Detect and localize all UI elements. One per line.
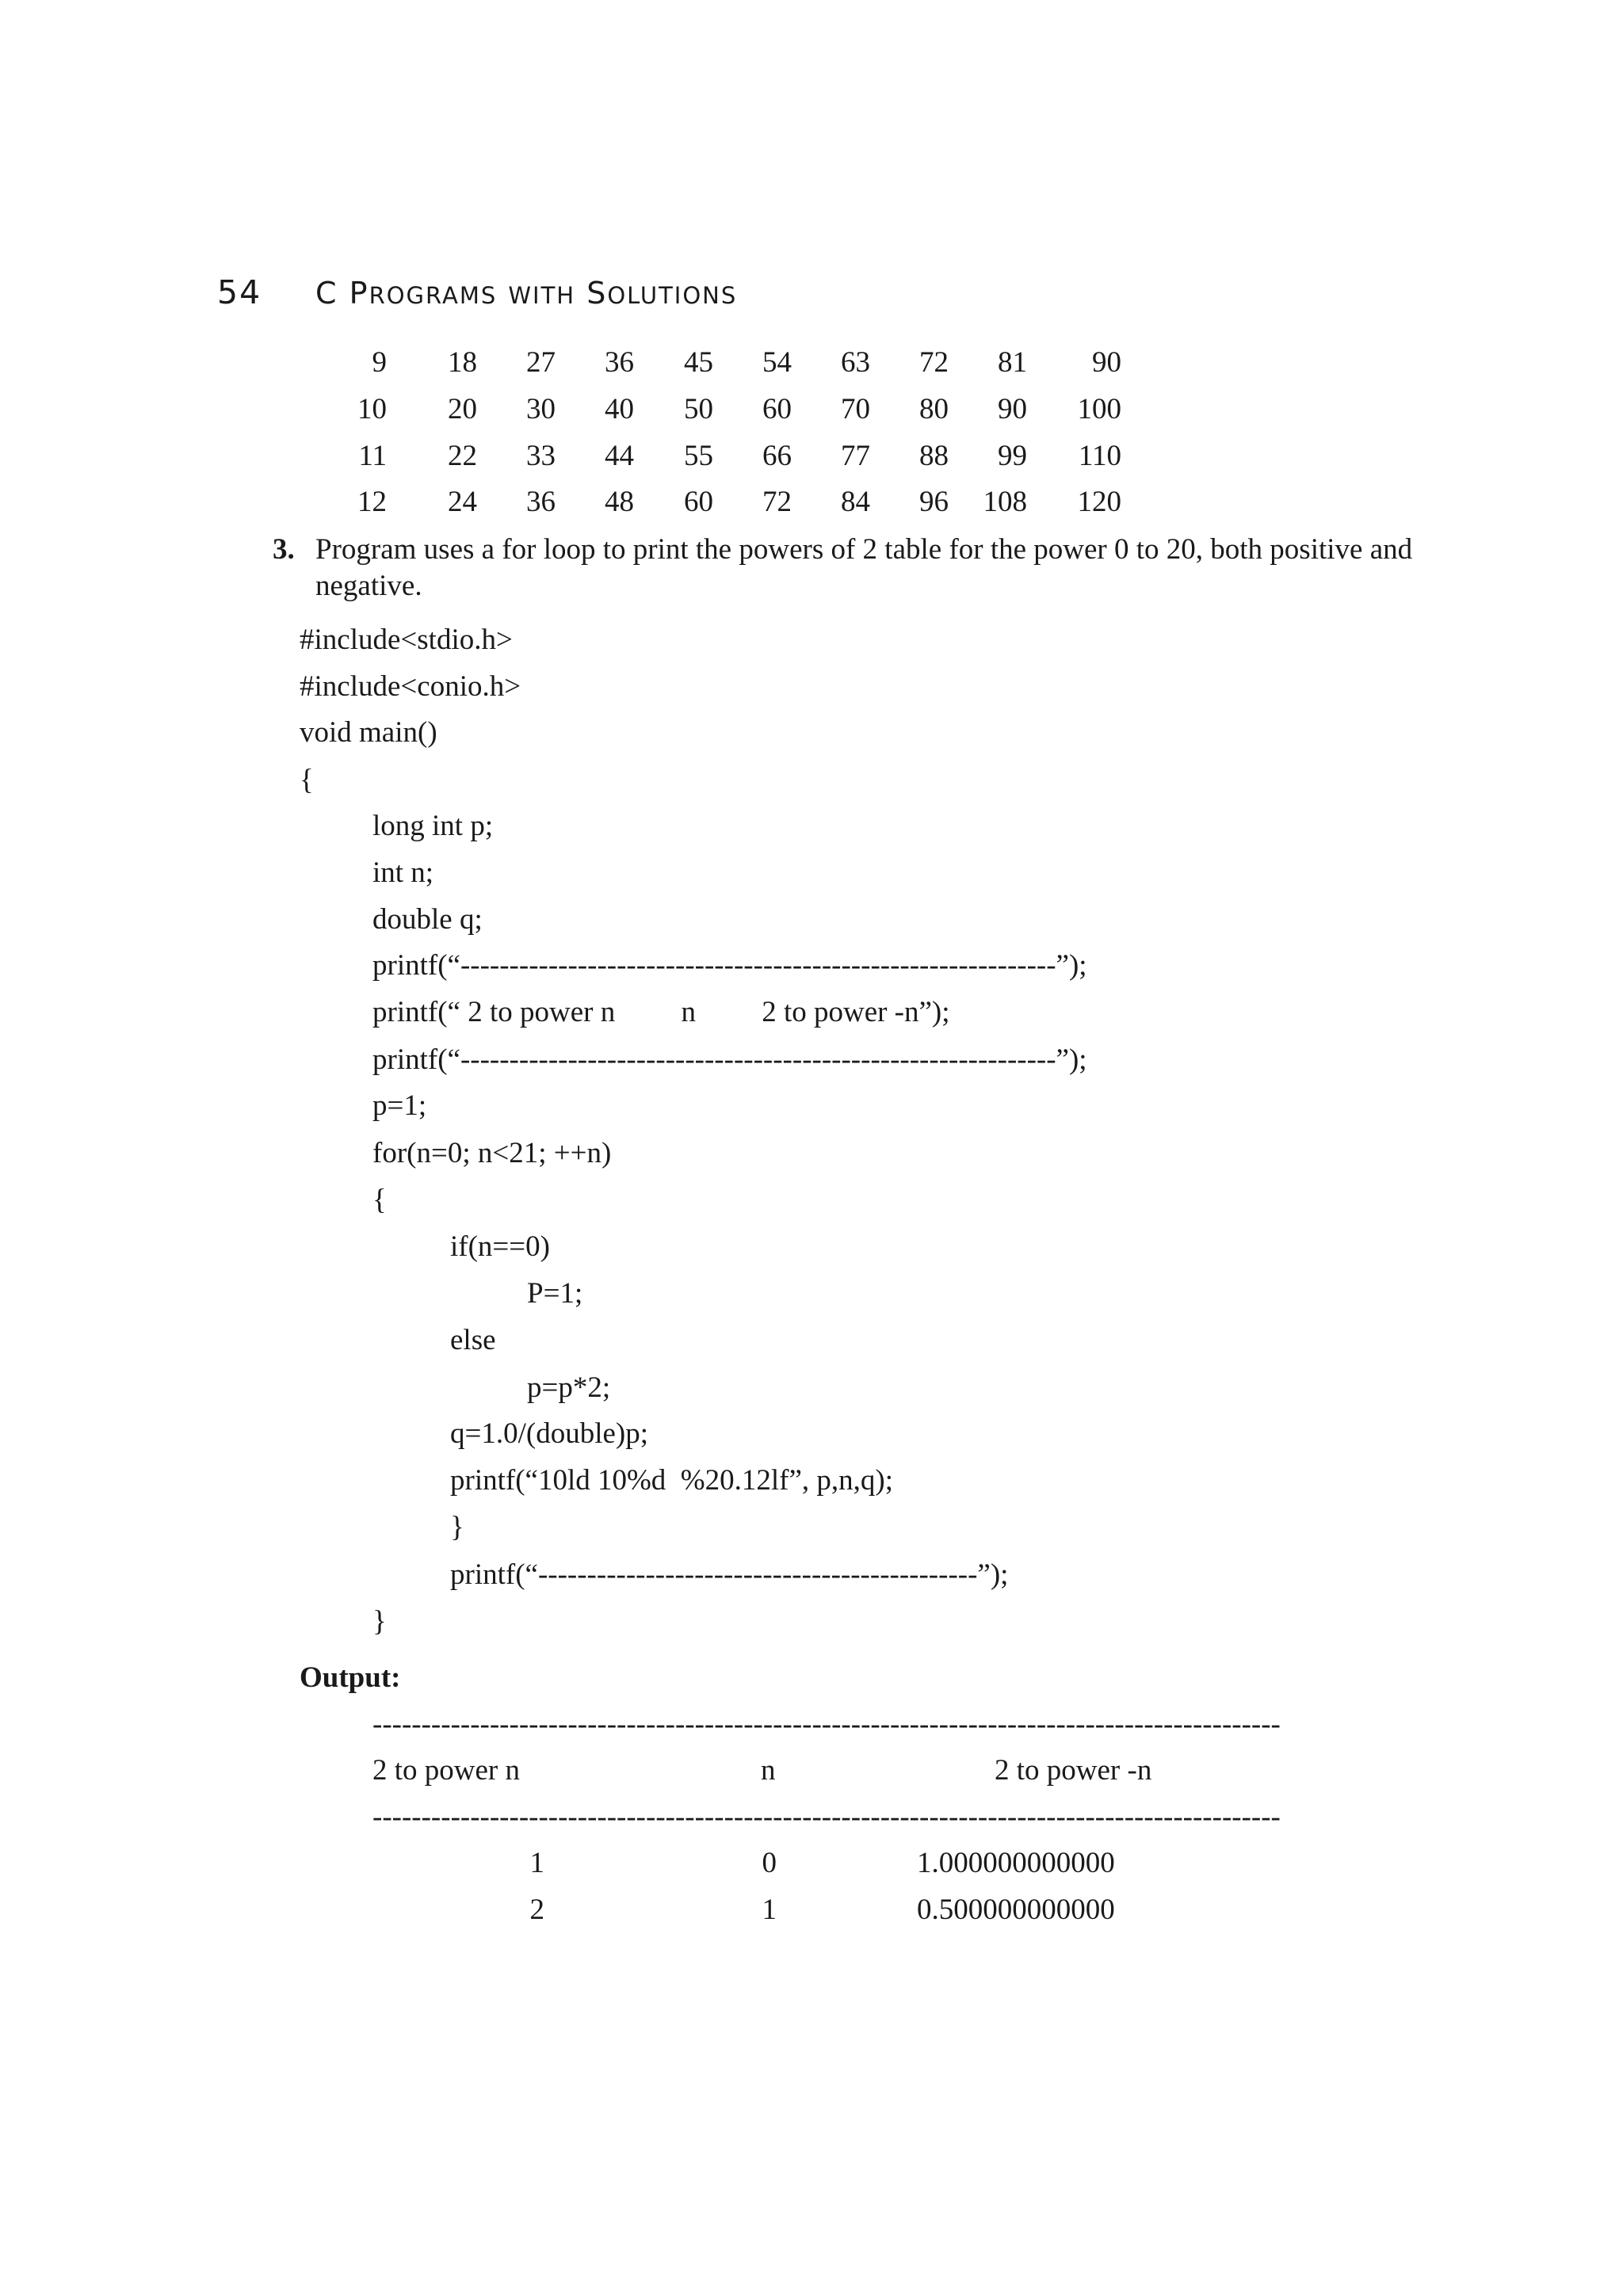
table-cell: 100 xyxy=(1077,393,1121,425)
table-cell: 80 xyxy=(919,393,949,425)
table-cell: 88 xyxy=(919,440,949,472)
table-cell: 96 xyxy=(919,486,949,518)
output-cell-n: 1 xyxy=(762,1894,777,1926)
output-label: Output: xyxy=(300,1661,401,1694)
table-cell: 18 xyxy=(448,346,477,379)
table-cell: 44 xyxy=(605,440,634,472)
code-line: printf(“-------------------------------------------------------------”); xyxy=(372,1043,1087,1076)
problem-text-line: negative. xyxy=(315,570,422,602)
table-cell: 40 xyxy=(605,393,634,425)
output-header-col2: n xyxy=(761,1754,776,1787)
table-cell: 36 xyxy=(605,346,634,379)
problem-text-line: Program uses a for loop to print the powers of 2 table for the power 0 to 20, both positive and xyxy=(315,533,1413,566)
code-line: void main() xyxy=(300,716,437,749)
table-cell: 90 xyxy=(1092,346,1121,379)
table-cell: 45 xyxy=(684,346,713,379)
page-number: 54 xyxy=(217,273,262,311)
code-line: if(n==0) xyxy=(450,1230,550,1263)
code-line: #include<conio.h> xyxy=(300,670,521,703)
table-cell: 22 xyxy=(448,440,477,472)
running-head-c: C xyxy=(315,276,338,311)
table-cell: 108 xyxy=(983,486,1027,518)
table-cell: 12 xyxy=(357,486,387,518)
code-line: #include<stdio.h> xyxy=(300,624,513,656)
code-line: } xyxy=(372,1605,387,1638)
code-line: { xyxy=(372,1184,387,1216)
table-cell: 30 xyxy=(526,393,556,425)
code-line: else xyxy=(450,1324,496,1356)
problem-number: 3. xyxy=(273,533,295,566)
code-line: int n; xyxy=(372,856,434,889)
table-cell: 110 xyxy=(1078,440,1121,472)
running-head-rograms: ROGRAMS xyxy=(369,282,498,309)
table-cell: 120 xyxy=(1077,486,1121,518)
code-line: printf(“-------------------------------------------------------------”); xyxy=(372,949,1087,982)
table-cell: 60 xyxy=(684,486,713,518)
running-head-s: S xyxy=(586,276,608,311)
table-cell: 27 xyxy=(526,346,556,379)
output-cell-negative-power: 0.500000000000 xyxy=(917,1894,1115,1926)
code-line: for(n=0; n<21; ++n) xyxy=(372,1137,612,1169)
table-cell: 77 xyxy=(841,440,870,472)
code-line: long int p; xyxy=(372,810,494,842)
table-cell: 66 xyxy=(762,440,792,472)
output-cell-n: 0 xyxy=(762,1847,777,1879)
table-cell: 9 xyxy=(372,346,387,379)
code-line: p=p*2; xyxy=(527,1371,611,1404)
output-cell-power: 1 xyxy=(529,1847,544,1879)
table-cell: 72 xyxy=(762,486,792,518)
output-header-col1: 2 to power n xyxy=(372,1754,520,1787)
table-cell: 36 xyxy=(526,486,556,518)
running-head xyxy=(315,276,737,311)
output-rule-bottom: --------------------------------------------------------------------------------------------- xyxy=(372,1801,1281,1833)
table-cell: 10 xyxy=(357,393,387,425)
output-cell-power: 2 xyxy=(529,1894,544,1926)
running-head-p: P xyxy=(349,276,369,311)
table-cell: 33 xyxy=(526,440,556,472)
code-line: P=1; xyxy=(527,1277,583,1310)
table-cell: 90 xyxy=(998,393,1027,425)
code-line: } xyxy=(450,1511,464,1543)
table-cell: 60 xyxy=(762,393,792,425)
code-line: q=1.0/(double)p; xyxy=(450,1417,649,1450)
code-line: { xyxy=(300,764,314,796)
table-cell: 84 xyxy=(841,486,870,518)
table-cell: 81 xyxy=(998,346,1027,379)
table-cell: 20 xyxy=(448,393,477,425)
output-rule-top: --------------------------------------------------------------------------------------------- xyxy=(372,1708,1281,1741)
output-header-col3: 2 to power -n xyxy=(995,1754,1152,1787)
table-cell: 24 xyxy=(448,486,477,518)
code-line: printf(“ 2 to power n n 2 to power -n”); xyxy=(372,996,950,1028)
table-cell: 55 xyxy=(684,440,713,472)
table-cell: 99 xyxy=(998,440,1027,472)
code-line: printf(“10ld 10%d %20.12lf”, p,n,q); xyxy=(450,1464,893,1497)
output-cell-negative-power: 1.000000000000 xyxy=(917,1847,1115,1879)
running-head-olutions: OLUTIONS xyxy=(607,282,738,309)
code-line: double q; xyxy=(372,903,483,936)
table-cell: 48 xyxy=(605,486,634,518)
table-cell: 63 xyxy=(841,346,870,379)
table-cell: 11 xyxy=(358,440,387,472)
table-cell: 72 xyxy=(919,346,949,379)
table-cell: 54 xyxy=(762,346,792,379)
running-head-with: WITH xyxy=(508,282,576,309)
code-line: printf(“---------------------------------------------”); xyxy=(450,1558,1009,1591)
table-cell: 70 xyxy=(841,393,870,425)
code-line: p=1; xyxy=(372,1089,427,1122)
table-cell: 50 xyxy=(684,393,713,425)
